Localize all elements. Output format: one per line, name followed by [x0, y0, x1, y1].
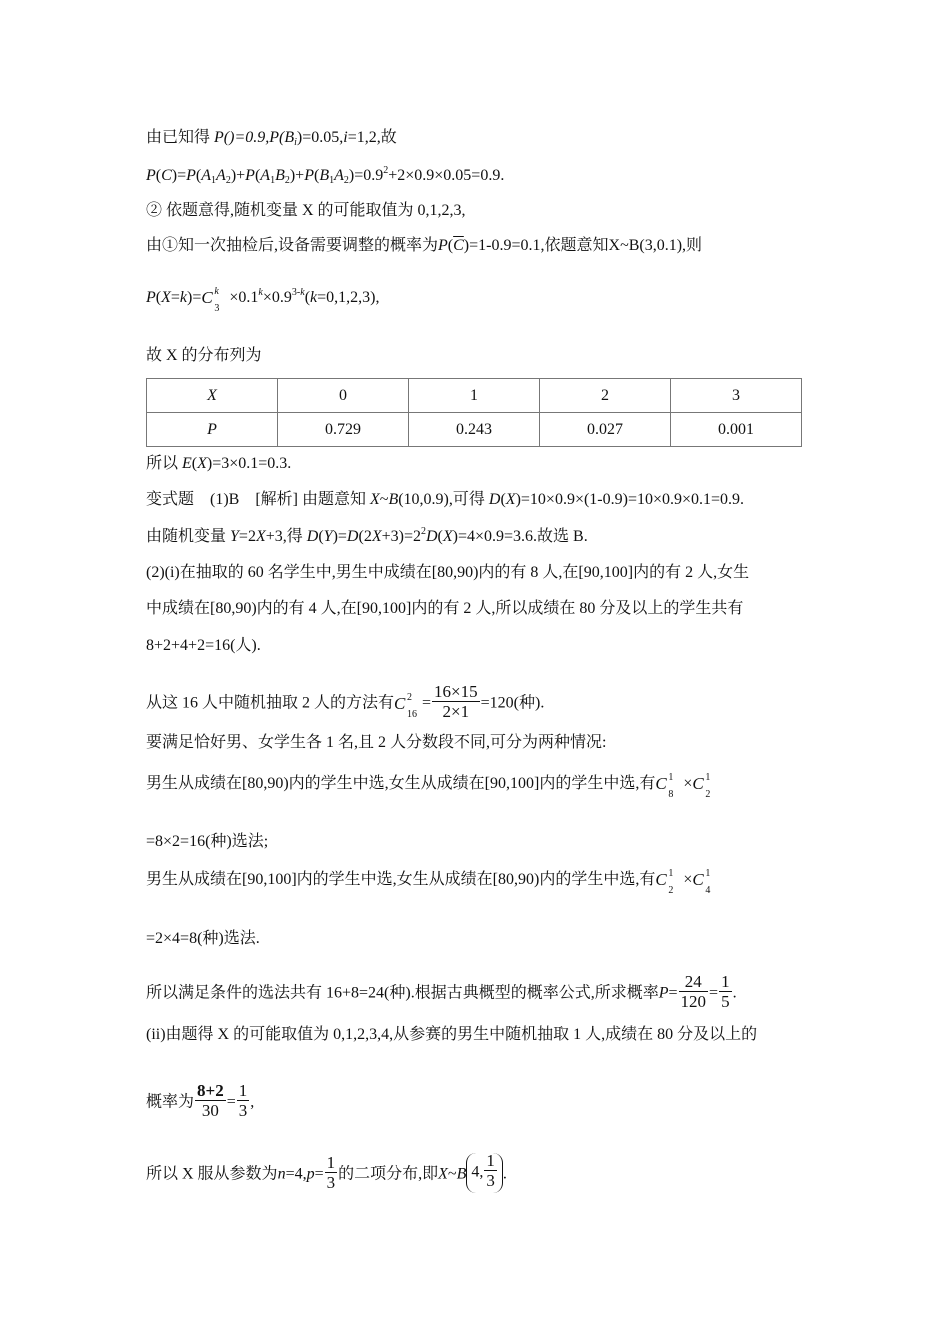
expr-part: )=0.05, [296, 129, 344, 146]
combination-c2-1-b: C 1 2 [655, 868, 674, 896]
line-combination-count: 从这 16 人中随机抽取 2 人的方法有 C 2 16 = $\frac{16\times 15}{2\times 1}$ =120(种). [146, 682, 545, 721]
fraction-24-over-120: $\frac{24}{120}$ [680, 972, 707, 1011]
fraction-p-1-over-3: $\frac{1}{3}$ [326, 1153, 336, 1192]
combination-c16-2: C 2 16 [394, 691, 418, 720]
line-case-2-result: =2×4=8(种)选法. [146, 930, 260, 947]
fraction-1-over-5: $\frac{1}{5}$ [721, 972, 730, 1011]
line-probability-fraction: 概率为 $\frac{8+2}{30}$ = $\frac{1}{3}$ , [146, 1081, 255, 1120]
table-row [147, 379, 802, 413]
line-case-2: 男生从成绩在[90,100]内的学生中选,女生从成绩在[80,90)内的学生中选,有 C 1 2 × C 1 4 [146, 868, 720, 894]
line-case-1-result: =8×2=16(种)选法; [146, 833, 269, 850]
line-binomial-conclusion: 所以 X 服从参数为n=4,p= $\frac{1}{3}$ 的二项分布,即X~B 4, $\frac{1}{3}$ . [146, 1151, 507, 1192]
text-known: 由已知得 [146, 129, 211, 146]
fraction-param-1-over-3: $\frac{1}{3}$ [486, 1151, 495, 1190]
table-cell: 0.027 [540, 413, 671, 447]
line-part2-2: 中成绩在[80,90)内的有 4 人,在[90,100]内的有 2 人,所以成绩在 80 分及以上的学生共有 [146, 600, 744, 617]
line-variance-y: 由随机变量 Y=2X+3,得 $D(Y)=D(2X+3)=2^2D(X)=4\times 0.9=3.6$.故选 B. [146, 526, 588, 545]
line-part2-3: 8+2+4+2=16(人). [146, 637, 261, 654]
distribution-table [146, 378, 802, 447]
line-adjust-probability: 由①知一次抽检后,设备需要调整的概率为$P(\overline{C})=1-0.9=0.1$,依题意知X~B(3,0.1),则 [146, 237, 703, 254]
fraction-16x15-over-2x1: $\frac{16\times 15}{2\times 1}$ [434, 682, 478, 721]
expr-p-b: $P()=0.9,P(B_i$ [214, 129, 297, 148]
table-cell: P [147, 413, 278, 447]
fraction-8plus2-over-30: $\frac{8+2}{30}$ [197, 1081, 224, 1120]
line-variant-question: 变式题 (1)B [解析] 由题意知 X~B(10,0.9),可得 D(X)=10×0.9×(1-0.9)=10×0.9×0.1=0.9. [146, 491, 745, 508]
line-distribution-intro: 故 X 的分布列为 [146, 347, 262, 364]
line-conditions: 要满足恰好男、女学生各 1 名,且 2 人分数段不同,可分为两种情况: [146, 734, 607, 751]
combination-c3k: C k 3 [201, 286, 220, 314]
line-binomial-formula: P(X=k)= C k 3 $\times 0.1^k\times 0.9^{3-k}(k=0,1,2,3)$, [146, 286, 380, 314]
table-cell: 3 [671, 379, 802, 413]
line-part2-1: (2)(i)在抽取的 60 名学生中,男生中成绩在[80,90)内的有 8 人,在[90,100]内的有 2 人,女生 [146, 564, 750, 581]
table-cell: 1 [409, 379, 540, 413]
binomial-parameters: 4, $\frac{1}{3}$ [466, 1153, 503, 1193]
table-cell: 0.001 [671, 413, 802, 447]
combination-c4-1: C 1 4 [692, 868, 711, 896]
line-case-1: 男生从成绩在[80,90)内的学生中选,女生从成绩在[90,100]内的学生中选,有 C 1 8 × C 1 2 [146, 772, 720, 798]
combination-c8-1: C 1 8 [655, 772, 674, 800]
combination-c2-1: C 1 2 [692, 772, 711, 800]
table-cell: 0.729 [278, 413, 409, 447]
line-known-probabilities [146, 128, 397, 148]
table-row [147, 413, 802, 447]
table-cell: 2 [540, 379, 671, 413]
line-part2-ii: (ii)由题得 X 的可能取值为 0,1,2,3,4,从参赛的男生中随机抽取 1 人,成绩在 80 分及以上的 [146, 1026, 758, 1043]
line-pc-formula: $P(C)=P(A_1A_2)+P(A_1B_2)+P(B_1A_2)=0.9^2+2\times 0.9\times 0.05=0.9$. [146, 165, 505, 186]
line-possible-values: ② 依题意得,随机变量 X 的可能取值为 0,1,2,3, [146, 202, 466, 219]
table-cell: 0.243 [409, 413, 540, 447]
expr-i: i [343, 129, 348, 146]
line-expectation: 所以 E(X)=3×0.1=0.3. [146, 455, 292, 472]
table-cell: X [147, 379, 278, 413]
fraction-1-over-3: $\frac{1}{3}$ [238, 1081, 248, 1120]
table-cell: 0 [278, 379, 409, 413]
expr-part-2: =1,2,故 [347, 129, 397, 146]
line-probability-result: 所以满足条件的选法共有 16+8=24(种).根据古典概型的概率公式,所求概率P= $\frac{24}{120}$ = $\frac{1}{5}$ . [146, 972, 737, 1011]
